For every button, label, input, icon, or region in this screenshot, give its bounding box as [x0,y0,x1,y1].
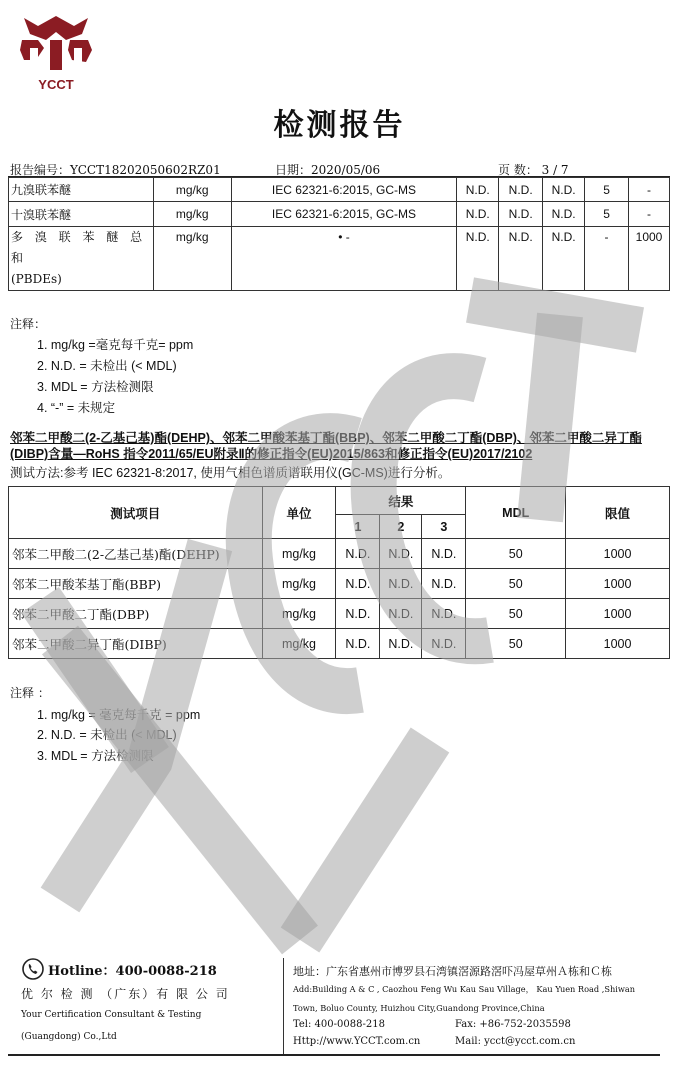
note-item: 2. N.D. = 未检出 (< MDL) [37,359,177,373]
company-name-cn: 优 尔 检 测 （广东）有 限 公 司 [21,987,230,1001]
result-cell: N.D. [336,599,380,629]
note-item: 3. MDL = 方法检测限 [37,749,154,763]
hotline: Hotline：400-0088-218 [48,964,217,979]
phone-icon [22,958,44,980]
mdl-cell: 5 [585,202,629,227]
company-logo [16,10,96,94]
unit-cell: mg/kg [153,178,231,202]
limit-cell: 1000 [566,599,670,629]
mdl-cell: 5 [585,178,629,202]
ycct-logo-icon [16,10,96,94]
table-row [9,629,670,659]
note-item: 3. MDL = 方法检测限 [37,380,154,394]
mdl-cell: 50 [466,629,566,659]
footer-rule [8,1054,660,1056]
test-item-line1: 多 溴 联 苯 醚 总 和 [11,230,147,265]
notes-title: 注释 ： [10,686,50,700]
unit-cell: mg/kg [153,202,231,227]
table-row [9,599,670,629]
mdl-cell: 50 [466,539,566,569]
table-row [9,569,670,599]
result-cell: N.D. [457,178,499,202]
limit-cell: - [629,202,670,227]
mdl-cell: - [585,227,629,291]
test-item: 九溴联苯醚 [9,178,154,202]
col-header-item: 测试项目 [9,487,263,539]
method-cell: IEC 62321-6:2015, GC-MS [231,202,457,227]
note-item: 1. mg/kg = 毫克每千克 = ppm [37,708,201,722]
address-en: Add:Building A & C , Caozhou Feng Wu Kau Sau Village， Kau Yuen Road ,Shiwan [293,984,636,994]
test-item: 邻苯二甲酸二(2-乙基己基)酯(DEHP) [9,539,263,569]
note-item: 4. “-” = 未规定 [37,401,116,415]
table-row [9,202,670,227]
test-item-line2: (PBDEs) [11,272,62,286]
company-name-en: Your Certification Consultant & Testing [21,1010,202,1020]
result-cell: N.D. [422,539,466,569]
unit-cell: mg/kg [153,227,231,291]
test-item: 十溴联苯醚 [9,202,154,227]
fax: Fax: +86-752-2035598 [455,1019,571,1030]
logo-text: YCCT [38,77,74,92]
note-item: 1. mg/kg =毫克每千克= ppm [37,338,194,352]
col-header-r2: 2 [380,515,422,539]
test-method: 测试方法:参考 IEC 62321-8:2017, 使用气相色谱质谱联用仪(GC-MS)进行分析。 [10,466,451,480]
result-cell: N.D. [380,629,422,659]
method-cell: • - [231,227,457,291]
phthalate-results-table [8,486,670,659]
limit-cell: - [629,178,670,202]
result-cell: N.D. [499,178,543,202]
result-cell: N.D. [380,539,422,569]
result-cell: N.D. [499,227,543,291]
result-cell: N.D. [543,178,585,202]
result-cell: N.D. [336,569,380,599]
address-cn: 地址：广东省惠州市博罗县石湾镇滘源路滘吓冯屋草州Ａ栋和Ｃ栋 [293,965,612,978]
report-number: 报告编号：YCCT18202050602RZ01 [10,163,221,177]
telephone: Tel: 400-0088-218 [293,1019,385,1030]
report-date: 日期：2020/05/06 [275,163,381,177]
table-header-row [9,487,670,515]
result-cell: N.D. [543,227,585,291]
limit-cell: 1000 [566,569,670,599]
pbde-results-table [8,177,670,291]
result-cell: N.D. [422,599,466,629]
limit-cell: 1000 [566,629,670,659]
address-en-2: Town, Boluo County, Huizhou City,Guandong Province,China [293,1003,545,1013]
method-cell: IEC 62321-6:2015, GC-MS [231,178,457,202]
result-cell: N.D. [380,569,422,599]
result-cell: N.D. [499,202,543,227]
col-header-result: 结果 [336,487,466,515]
result-cell: N.D. [336,629,380,659]
note-item: 2. N.D. = 未检出 (< MDL) [37,728,177,742]
result-cell: N.D. [457,227,499,291]
limit-cell: 1000 [566,539,670,569]
test-item [9,227,154,291]
table-row [9,227,670,291]
col-header-r1: 1 [336,515,380,539]
result-cell: N.D. [422,569,466,599]
page-title: 检测报告 [273,108,406,143]
test-item: 邻苯二甲酸二异丁酯(DIBP) [9,629,263,659]
test-item: 邻苯二甲酸二丁酯(DBP) [9,599,263,629]
unit-cell: mg/kg [262,569,336,599]
unit-cell: mg/kg [262,599,336,629]
section-heading: 邻苯二甲酸二(2-乙基己基)酯(DEHP)、邻苯二甲酸苯基丁酯(BBP)、邻苯二甲酸二丁酯(DBP)、邻苯二甲酸二异丁酯(DIBP)含量—RoHS 指令2011/65/EU附录Ⅱ的修正指令(EU)2015/863和修正指令(EU)2017/2102 [10,431,642,461]
website-link[interactable]: Http://www.YCCT.com.cn [293,1036,421,1047]
result-cell: N.D. [336,539,380,569]
result-cell: N.D. [380,599,422,629]
notes-title: 注释： [10,317,47,331]
page-number: 页 数： 3 / 7 [498,163,569,177]
col-header-limit: 限值 [566,487,670,539]
col-header-unit: 单位 [262,487,336,539]
mdl-cell: 50 [466,599,566,629]
result-cell: N.D. [457,202,499,227]
col-header-mdl: MDL [466,487,566,539]
email-link[interactable]: Mail: ycct@ycct.com.cn [455,1036,576,1047]
footer-divider [283,958,284,1054]
mdl-cell: 50 [466,569,566,599]
unit-cell: mg/kg [262,629,336,659]
result-cell: N.D. [422,629,466,659]
company-name-en-2: (Guangdong) Co.,Ltd [21,1032,117,1042]
limit-cell: 1000 [629,227,670,291]
test-item: 邻苯二甲酸苯基丁酯(BBP) [9,569,263,599]
col-header-r3: 3 [422,515,466,539]
result-cell: N.D. [543,202,585,227]
table-row [9,178,670,202]
unit-cell: mg/kg [262,539,336,569]
table-row [9,539,670,569]
